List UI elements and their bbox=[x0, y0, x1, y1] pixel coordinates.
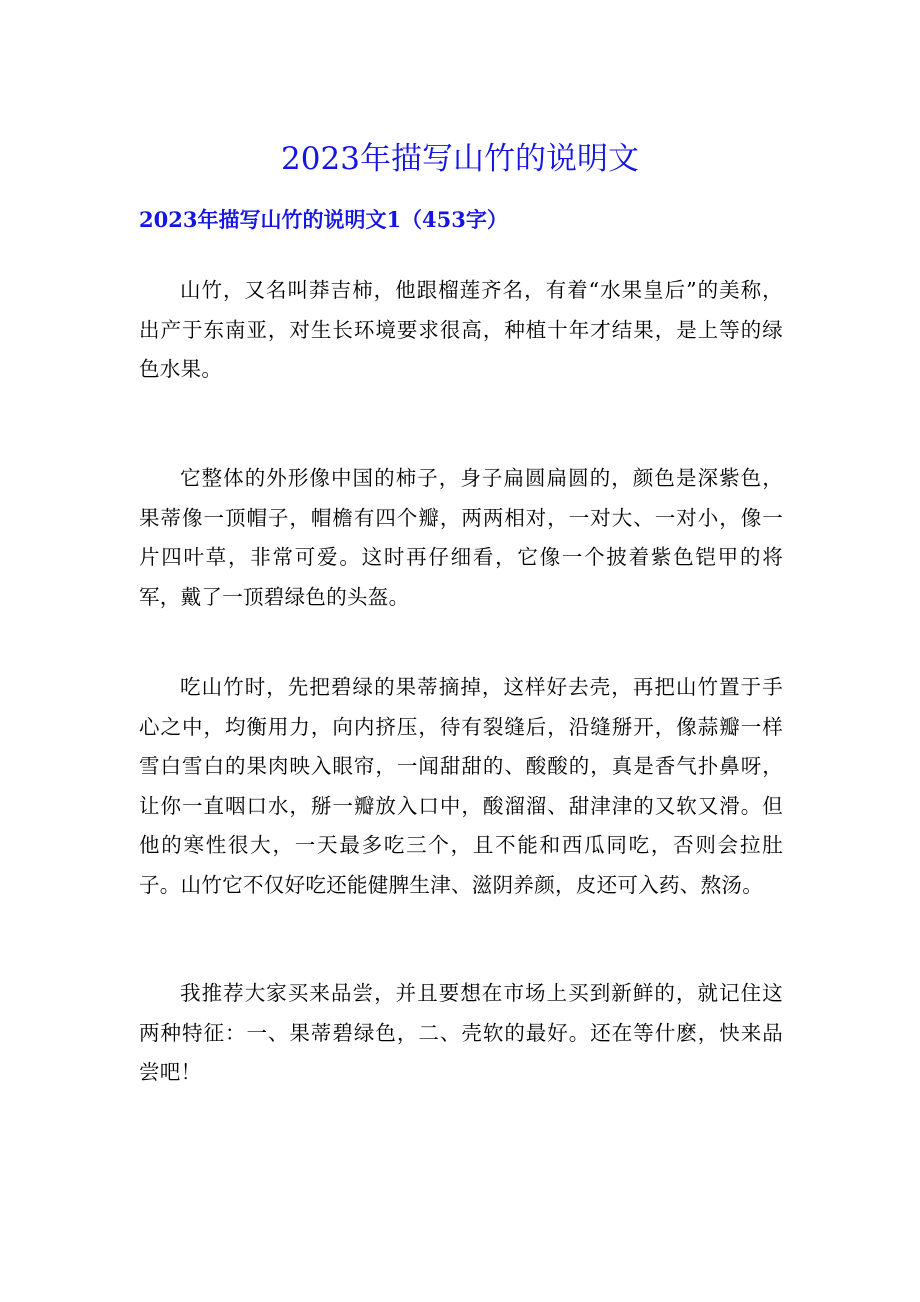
section-heading: 2023年描写山竹的说明文1（453字） bbox=[139, 207, 508, 232]
paragraph-3: 吃山竹时，先把碧绿的果蒂摘掉，这样好去壳，再把山竹置于手心之中，均衡用力，向内挤压，待有裂缝后，沿缝掰开，像蒜瓣一样雪白雪白的果肉映入眼帘，一闻甜甜的、酸酸的，真是香气扑鼻呀，让你一直咽口水，掰一瓣放入口中，酸溜溜、甜津津的又软又滑。但他的寒性很大，一天最多吃三个，且不能和西瓜同吃，否则会拉肚子。山竹它不仅好吃还能健脾生津、滋阴养颜，皮还可入药、熬汤。 bbox=[139, 675, 783, 897]
document-title: 2023年描写山竹的说明文 bbox=[281, 141, 639, 177]
paragraph-4: 我推荐大家买来品尝，并且要想在市场上买到新鲜的，就记住这两种特征：一、果蒂碧绿色，二、壳软的最好。还在等什麽，快来品尝吧！ bbox=[139, 981, 783, 1084]
paragraph-2: 它整体的外形像中国的柿子，身子扁圆扁圆的，颜色是深紫色，果蒂像一顶帽子，帽檐有四个瓣，两两相对，一对大、一对小，像一片四叶草，非常可爱。这时再仔细看，它像一个披着紫色铠甲的将军，戴了一顶碧绿色的头盔。 bbox=[139, 466, 783, 609]
paragraph-1: 山竹，又名叫莽吉柿，他跟榴莲齐名，有着“水果皇后”的美称，出产于东南亚，对生长环境要求很高，种植十年才结果，是上等的绿色水果。 bbox=[139, 278, 783, 381]
